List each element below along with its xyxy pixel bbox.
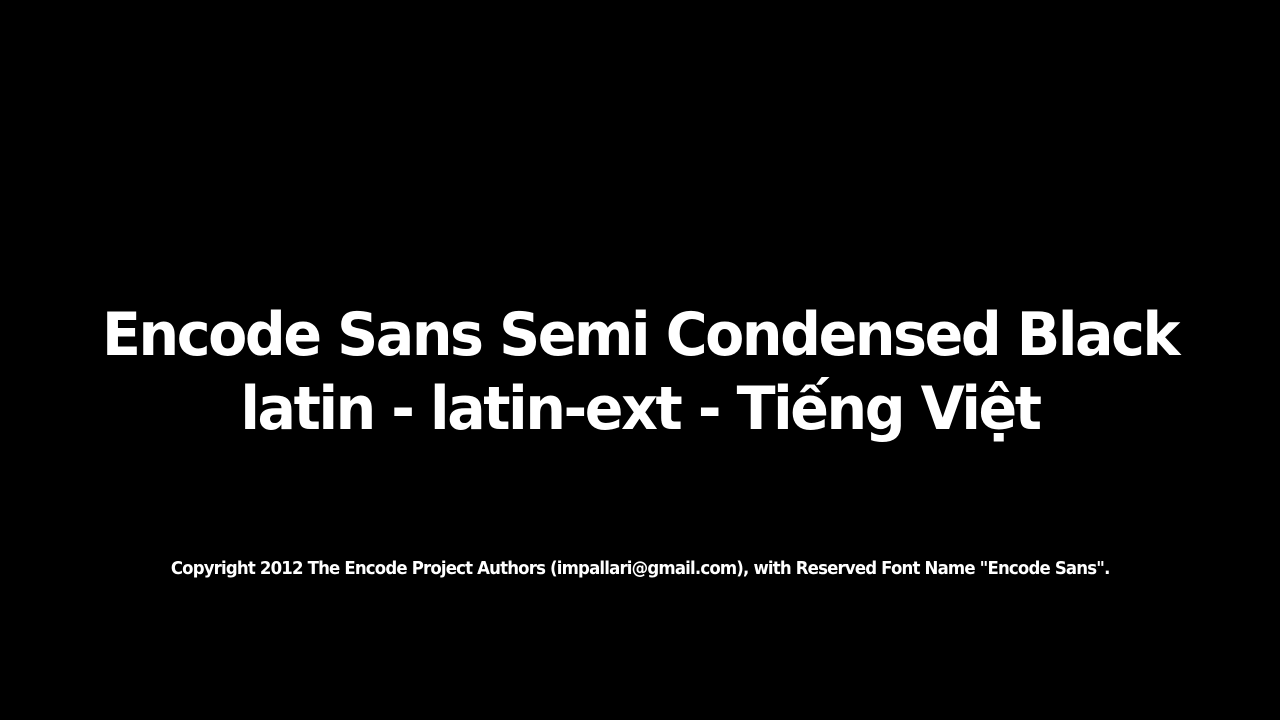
font-name-heading: Encode Sans Semi Condensed Black	[101, 300, 1179, 370]
copyright-notice	[0, 557, 1280, 581]
specimen-title	[0, 298, 1280, 446]
supported-scripts-heading: latin - latin-ext - Tiếng Việt	[240, 374, 1040, 444]
copyright-text: Copyright 2012 The Encode Project Authors (impallari@gmail.com), with Reserved Font Name "Encode Sans".	[170, 558, 1110, 579]
